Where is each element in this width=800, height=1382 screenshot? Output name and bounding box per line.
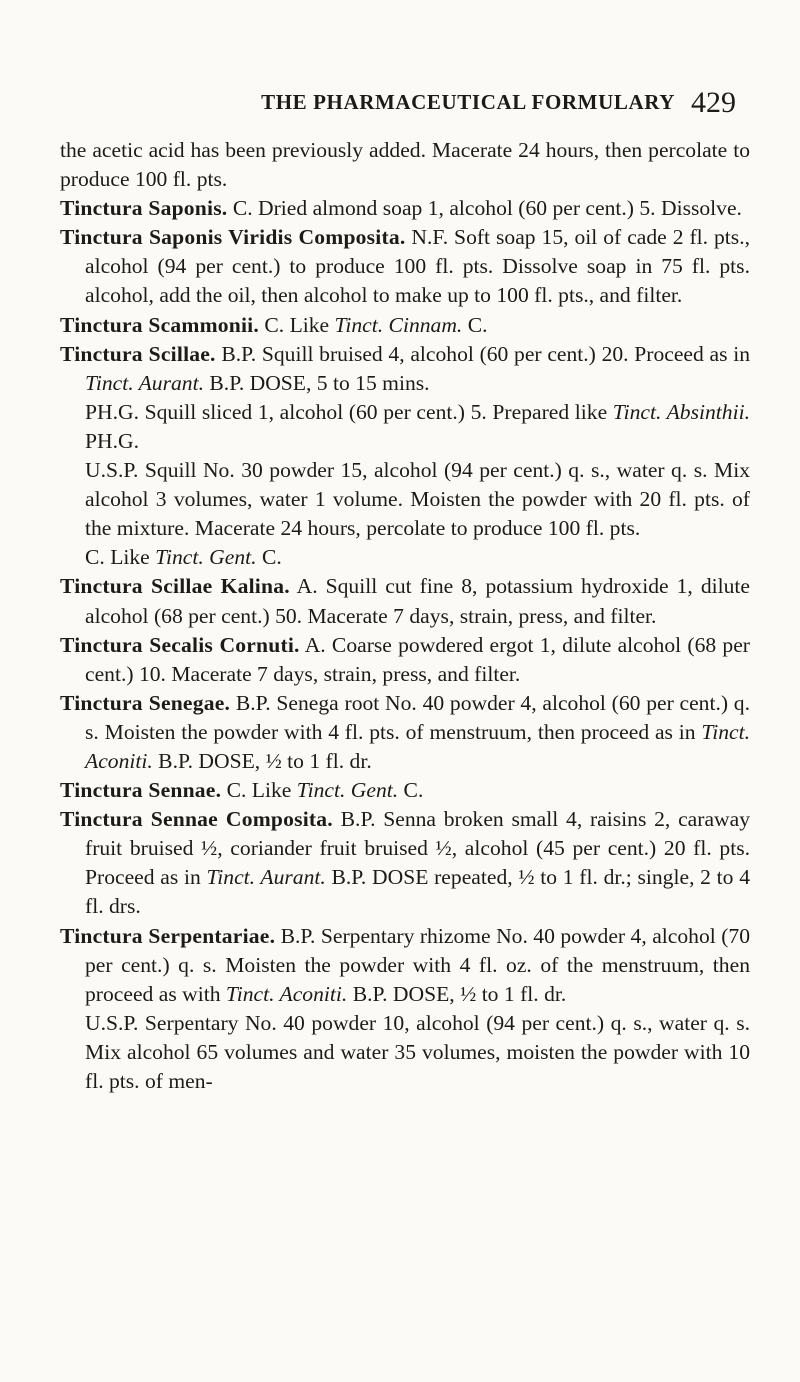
entry-heading: Tinctura Saponis Viridis Composita. xyxy=(60,225,406,250)
entry-tinctura-scillae-kalina: Tinctura Scillae Kalina. A. Squill cut fine 8, potassium hydroxide 1, dilute alcohol (68 per cent.) 50. Macerate 7 days, strain, press, and filter. xyxy=(60,574,750,628)
entry-tinctura-scammonii: Tinctura Scammonii. C. Like Tinct. Cinnam. C. xyxy=(60,312,488,337)
header-title: THE PHARMACEUTICAL FORMULARY xyxy=(261,90,675,114)
running-header xyxy=(116,86,736,120)
subentry-u-s-p: U.S.P. Squill No. 30 powder 15, alcohol (94 per cent.) q. s., water q. s. Mix alcohol 3 volumes, water 1 volume. Moisten the powder with 20 fl. pts. of the mixture. Macerate 24 hours, percolate to produce 100 fl. pts. xyxy=(85,458,750,541)
entry-heading: Tinctura Serpentariae. xyxy=(60,923,276,948)
entry-tinctura-serpentariae: Tinctura Serpentariae. B.P. Serpentary rhizome No. 40 powder 4, alcohol (70 per cent.) q. s. Moisten the powder with 4 fl. oz. of the menstruum, then proceed as with Tinct. Aconiti. B.P. DOSE, ½ to 1 fl. dr. xyxy=(60,923,750,1006)
entry-heading: Tinctura Senegae. xyxy=(60,690,231,715)
entry-tinctura-senegae: Tinctura Senegae. B.P. Senega root No. 40 powder 4, alcohol (60 per cent.) q. s. Moisten the powder with 4 fl. pts. of menstruum, then proceed as in Tinct. Aconiti. B.P. DOSE, ½ to 1 fl. dr. xyxy=(60,690,751,773)
entry-tinctura-scillae: Tinctura Scillae. B.P. Squill bruised 4, alcohol (60 per cent.) 20. Proceed as in Tinct. Aurant. B.P. DOSE, 5 to 15 mins. xyxy=(60,341,750,395)
page-number: 429 xyxy=(691,86,736,119)
paragraph-continuation: the acetic acid has been previously added. Macerate 24 hours, then percolate to produce 100 fl. pts. xyxy=(60,138,750,192)
entry-tinctura-sennae-composita: Tinctura Sennae Composita. B.P. Senna broken small 4, raisins 2, caraway fruit bruised ½, coriander fruit bruised ½, alcohol (45 per cent.) 20 fl. pts. Proceed as in Tinct. Aurant. B.P. DOSE repeated, ½ to 1 fl. dr.; single, 2 to 4 fl. drs. xyxy=(60,807,750,919)
subentry-ph-g: PH.G. Squill sliced 1, alcohol (60 per cent.) 5. Prepared like Tinct. Absinthii. PH.G. xyxy=(85,399,750,453)
entry-heading: Tinctura Secalis Cornuti. xyxy=(60,632,300,657)
entry-heading: Tinctura Saponis. xyxy=(60,196,228,221)
entry-heading: Tinctura Scillae. xyxy=(60,341,216,366)
entry-heading: Tinctura Sennae. xyxy=(60,778,222,803)
entry-heading: Tinctura Sennae Composita. xyxy=(60,807,333,832)
subentry-u-s-p-serpentary: U.S.P. Serpentary No. 40 powder 10, alcohol (94 per cent.) q. s., water q. s. Mix alcohol 65 volumes and water 35 volumes, moisten the powder with 10 fl. pts. of men- xyxy=(85,1010,750,1093)
entry-tinctura-secalis-cornuti: Tinctura Secalis Cornuti. A. Coarse powdered ergot 1, dilute alcohol (68 per cent.) 10. Macerate 7 days, strain, press, and filter. xyxy=(60,632,750,686)
subentry-c: C. Like Tinct. Gent. C. xyxy=(85,545,282,570)
entry-heading: Tinctura Scammonii. xyxy=(60,312,259,337)
entry-tinctura-saponis-viridis-composita: Tinctura Saponis Viridis Composita. N.F. Soft soap 15, oil of cade 2 fl. pts., alcohol (94 per cent.) to produce 100 fl. pts. Dissolve soap in 75 fl. pts. alcohol, add the oil, then alcohol to make up to 100 fl. pts., and filter. xyxy=(60,225,750,308)
entry-tinctura-saponis: Tinctura Saponis. C. Dried almond soap 1, alcohol (60 per cent.) 5. Dissolve. xyxy=(60,196,742,221)
entry-heading: Tinctura Scillae Kalina. xyxy=(60,574,290,599)
text-body xyxy=(60,136,750,1096)
entry-tinctura-sennae: Tinctura Sennae. C. Like Tinct. Gent. C. xyxy=(60,778,424,803)
